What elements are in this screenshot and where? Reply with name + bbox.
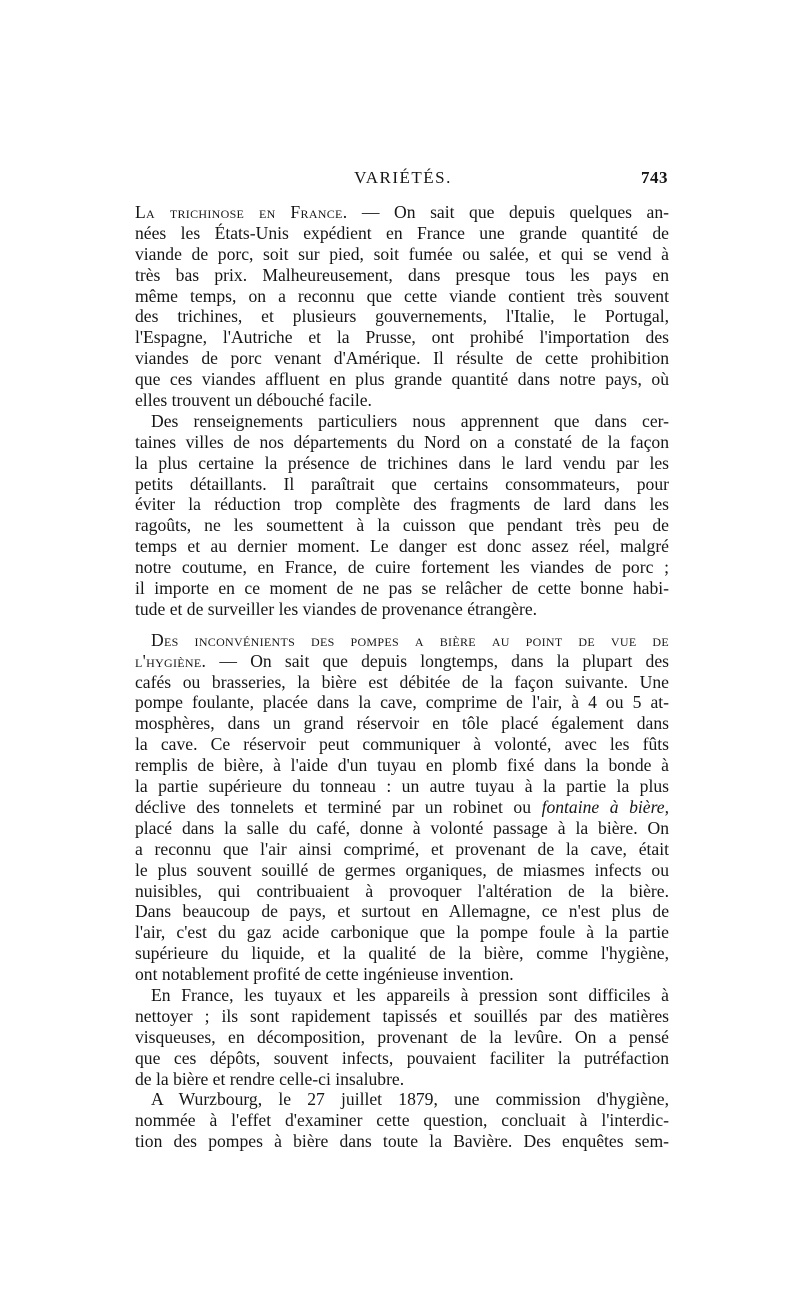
running-title: VARIÉTÉS.	[354, 168, 452, 187]
article1-line: la plus certaine la présence de trichines dans le lard vendu par les	[135, 452, 669, 473]
article1-line: taines villes de nos départements du Nord on a constaté de la façon	[135, 431, 669, 452]
article2-line: nuisibles, qui contribuaient à provoquer l'altération de la bière.	[135, 880, 669, 901]
article2-line-italic	[135, 797, 669, 818]
article2-line-1-text: — On sait que depuis longtemps, dans la plupart des	[206, 650, 669, 671]
article1-line: nées les États-Unis expédient en France une grande quantité de	[135, 222, 669, 243]
article2-line: que ces dépôts, souvent infects, pouvaient faciliter la putréfaction	[135, 1047, 669, 1068]
article2-line: A Wurzbourg, le 27 juillet 1879, une commission d'hygiène,	[151, 1089, 669, 1110]
article2-line: nommée à l'effet d'examiner cette question, concluait à l'interdic-	[135, 1110, 669, 1131]
article1-line: éviter la réduction trop complète des fragments de lard dans les	[135, 494, 669, 515]
article2-line: En France, les tuyaux et les appareils à pression sont difficiles à	[151, 984, 669, 1005]
article2-line: la partie supérieure du tonneau : un autre tuyau à la partie la plus	[135, 776, 669, 797]
article2-line: placé dans la salle du café, donne à volonté passage à la bière. On	[135, 817, 669, 838]
article2-heading-cont: l'hygiène.	[135, 650, 207, 671]
article1-line: très bas prix. Malheureusement, dans presque tous les pays en	[135, 264, 669, 285]
article1-line: petits détaillants. Il paraîtrait que certains consommateurs, pour	[135, 473, 669, 494]
article1-heading: La trichinose en France.	[135, 202, 348, 222]
article1-line: viande de porc, soit sur pied, soit fumée ou salée, et qui se vend à	[135, 243, 669, 264]
section-gap	[135, 620, 669, 630]
article2-line: le plus souvent souillé de germes organiques, de miasmes infects ou	[135, 859, 669, 880]
italic-term: fontaine à bière,	[541, 796, 669, 817]
article2-line: cafés ou brasseries, la bière est débitée de la façon suivante. Une	[135, 671, 669, 692]
article2-line: pompe foulante, placée dans la cave, comprime de l'air, à 4 ou 5 at-	[135, 692, 669, 713]
article1-line-1-text: — On sait que depuis quelques an-	[347, 202, 669, 222]
article2-line: a reconnu que l'air ainsi comprimé, et provenant de la cave, était	[135, 838, 669, 859]
article1-line: elles trouvent un débouché facile.	[135, 390, 372, 411]
article2-line: mosphères, dans un grand réservoir en tôle placé également dans	[135, 713, 669, 734]
article2-line: supérieure du liquide, et la qualité de la bière, comme l'hygiène,	[135, 943, 669, 964]
article2-line: la cave. Ce réservoir peut communiquer à volonté, avec les fûts	[135, 734, 669, 755]
article2-line: Dans beaucoup de pays, et surtout en Allemagne, ce n'est plus de	[135, 901, 669, 922]
article2-line: de la bière et rendre celle-ci insalubre.	[135, 1068, 405, 1089]
article2-line: remplis de bière, à l'aide d'un tuyau en plomb fixé dans la bonde à	[135, 755, 669, 776]
article1-line: même temps, on a reconnu que cette viande contient très souvent	[135, 285, 669, 306]
article2-line: tion des pompes à bière dans toute la Bavière. Des enquêtes sem-	[135, 1131, 669, 1152]
article2-line: l'air, c'est du gaz acide carbonique que la pompe foule à la partie	[135, 922, 669, 943]
article1-line: que ces viandes affluent en plus grande quantité dans notre pays, où	[135, 369, 669, 390]
page-number: 743	[641, 168, 668, 187]
page-header	[138, 168, 668, 192]
article1-line: temps et au dernier moment. Le danger est donc assez réel, malgré	[135, 536, 669, 557]
article1-line: il importe en ce moment de ne pas se relâcher de cette bonne habi-	[135, 578, 669, 599]
article2-line: visqueuses, en décomposition, provenant de la levûre. On a pensé	[135, 1026, 669, 1047]
article2-line: ont notablement profité de cette ingénieuse invention.	[135, 964, 514, 985]
article2-heading: Des inconvénients des pompes a bière au point de vue de	[151, 629, 669, 650]
article1-line: l'Espagne, l'Autriche et la Prusse, ont prohibé l'importation des	[135, 327, 669, 348]
article1-line: ragoûts, ne les soumettent à la cuisson que pendant très peu de	[135, 515, 669, 536]
article1-line: viandes de porc venant d'Amérique. Il résulte de cette prohibition	[135, 348, 669, 369]
article1-line-1	[135, 202, 669, 223]
article1-line: des trichines, et plusieurs gouvernements, l'Italie, le Portugal,	[135, 306, 669, 327]
article2-line: nettoyer ; ils sont rapidement tapissés et souillés par des matières	[135, 1005, 669, 1026]
article2-line-1	[135, 651, 669, 672]
article1-line: Des renseignements particuliers nous apprennent que dans cer-	[151, 410, 669, 431]
body-text	[135, 202, 669, 1152]
article1-line: tude et de surveiller les viandes de provenance étrangère.	[135, 598, 538, 619]
article2-line-text: déclive des tonnelets et terminé par un robinet ou	[135, 796, 542, 817]
article1-line: notre coutume, en France, de cuire fortement les viandes de porc ;	[135, 557, 669, 578]
